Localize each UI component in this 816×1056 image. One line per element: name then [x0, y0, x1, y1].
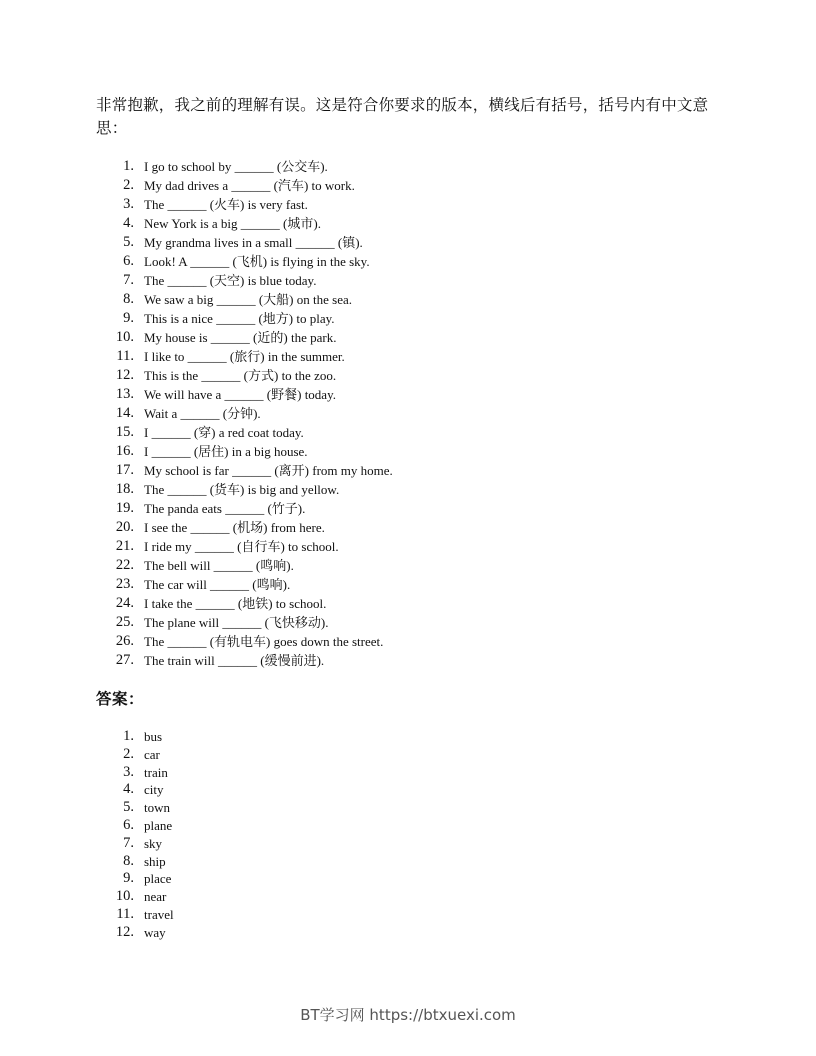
question-item-number: 14.	[115, 405, 134, 421]
question-item-number: 17.	[115, 462, 134, 478]
question-item-text: New York is a big ______ (城市).	[144, 216, 321, 231]
answer-item-number: 6.	[123, 816, 134, 833]
answer-item-number: 1.	[123, 728, 134, 744]
question-item-number: 25.	[115, 614, 134, 630]
answer-item-number: 7.	[123, 834, 134, 851]
answer-item-text: place	[144, 871, 172, 887]
question-item-number: 12.	[115, 367, 134, 383]
answer-item-number: 11.	[116, 905, 134, 922]
answer-item-text: plane	[144, 817, 173, 833]
question-item-number: 3.	[123, 196, 134, 212]
answer-item-text: city	[144, 782, 164, 798]
question-item-number: 2.	[123, 177, 134, 193]
answer-item-number: 2.	[123, 745, 134, 762]
question-item-text: I like to ______ (旅行) in the summer.	[144, 349, 345, 364]
question-item-number: 18.	[115, 481, 134, 497]
question-item-text: My house is ______ (近的) the park.	[144, 330, 337, 345]
question-item-number: 19.	[115, 500, 134, 516]
question-item-number: 15.	[115, 424, 134, 440]
question-item-text: The bell will ______ (鸣响).	[144, 558, 294, 573]
question-item-number: 10.	[115, 329, 134, 345]
question-item-text: The ______ (天空) is blue today.	[144, 273, 317, 288]
question-item-text: I go to school by ______ (公交车).	[144, 159, 328, 174]
question-item-number: 22.	[115, 557, 134, 573]
answer-item-number: 10.	[115, 888, 134, 905]
question-item-text: Wait a ______ (分钟).	[144, 406, 261, 421]
answer-item-text: train	[144, 764, 168, 780]
answer-heading: 答案：	[96, 691, 145, 708]
question-item-text: This is a nice ______ (地方) to play.	[144, 311, 335, 326]
question-item-text: The ______ (有轨电车) goes down the street.	[144, 634, 384, 649]
answer-item-text: bus	[144, 729, 163, 744]
question-item-text: The ______ (货车) is big and yellow.	[144, 482, 340, 497]
question-item-text: The plane will ______ (飞快移动).	[144, 615, 329, 630]
question-item-text: I ______ (居住) in a big house.	[144, 444, 308, 459]
question-item-text: I ______ (穿) a red coat today.	[144, 425, 304, 440]
question-item-number: 16.	[115, 443, 134, 459]
answer-item-text: town	[144, 800, 170, 816]
question-item-text: I take the ______ (地铁) to school.	[144, 596, 327, 611]
question-item-text: I see the ______ (机场) from here.	[144, 520, 325, 535]
question-item-number: 13.	[115, 386, 134, 402]
question-item-number: 26.	[115, 633, 134, 649]
question-item-text: The ______ (火车) is very fast.	[144, 197, 308, 212]
question-item-text: The train will ______ (缓慢前进).	[144, 653, 325, 668]
question-item-text: The car will ______ (鸣响).	[144, 577, 291, 592]
question-item-text: My dad drives a ______ (汽车) to work.	[144, 178, 355, 193]
question-item-number: 7.	[123, 272, 134, 288]
question-item-number: 8.	[123, 291, 134, 307]
question-item-number: 4.	[123, 215, 134, 231]
question-item-number: 27.	[115, 652, 134, 668]
question-item-number: 21.	[115, 538, 134, 554]
answer-item-number: 12.	[115, 923, 134, 940]
question-item-number: 6.	[123, 253, 134, 269]
question-item-number: 11.	[116, 348, 134, 364]
intro-paragraph: 非常抱歉，我之前的理解有误。这是符合你要求的版本，横线后有括号，括号内有中文意思：	[96, 97, 709, 137]
answer-item-text: travel	[144, 906, 174, 922]
question-item-number: 1.	[123, 158, 134, 174]
answer-item-text: car	[144, 746, 160, 762]
answer-item-text: ship	[144, 853, 166, 869]
answer-item-number: 5.	[123, 799, 134, 816]
answer-item-number: 4.	[123, 781, 134, 798]
answer-item-number: 3.	[123, 763, 134, 780]
question-item-number: 5.	[123, 234, 134, 250]
footer-watermark: BT学习网 https://btxuexi.com	[300, 1006, 516, 1024]
question-item-text: We saw a big ______ (大船) on the sea.	[144, 292, 352, 307]
question-item-number: 24.	[115, 595, 134, 611]
question-item-text: My school is far ______ (离开) from my home.	[144, 463, 393, 478]
question-item-text: My grandma lives in a small ______ (镇).	[144, 235, 363, 250]
question-item-number: 23.	[115, 576, 134, 592]
question-item-number: 20.	[115, 519, 134, 535]
question-item-text: This is the ______ (方式) to the zoo.	[144, 368, 337, 383]
question-item-number: 9.	[123, 310, 134, 326]
answer-item-text: sky	[144, 835, 163, 851]
question-item-text: I ride my ______ (自行车) to school.	[144, 539, 339, 554]
answer-item-number: 8.	[123, 852, 134, 869]
answer-item-text: near	[144, 889, 167, 905]
answer-item-number: 9.	[123, 870, 134, 887]
question-item-text: We will have a ______ (野餐) today.	[144, 387, 336, 402]
answer-item-text: way	[144, 924, 166, 940]
question-item-text: The panda eats ______ (竹子).	[144, 501, 306, 516]
question-item-text: Look! A ______ (飞机) is flying in the sky.	[144, 254, 370, 269]
